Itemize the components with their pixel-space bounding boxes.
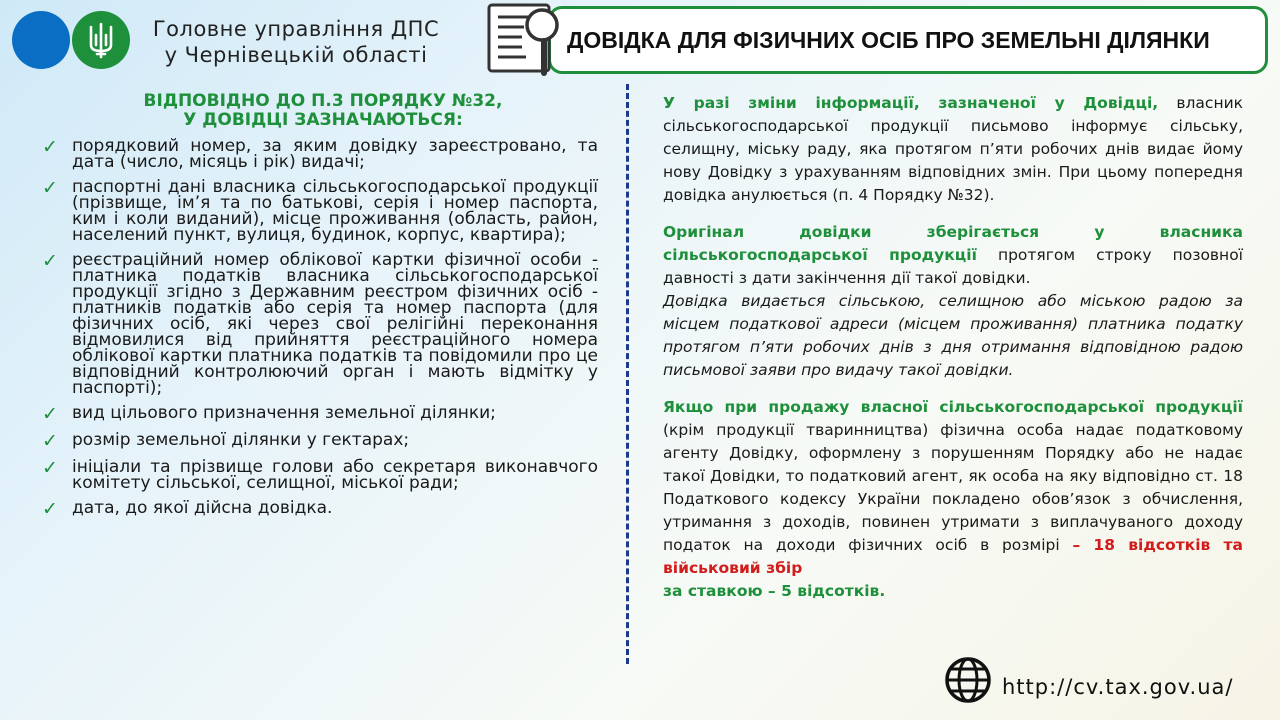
check-arrow-icon: ✓: [42, 498, 58, 520]
logo-trident: [72, 11, 130, 69]
left-column: [42, 92, 598, 527]
list-item: [42, 432, 598, 450]
list-item-text: ініціали та прізвище голови або секретаря виконавчого комітету сільської, селищної, міської ради;: [72, 457, 598, 493]
list-item-text: реєстраційний номер облікової картки фізичної особи - платника податків власника сільськогосподарської продукції згідно з Державним реєстром фізичних осіб - платників податків або серія та номер паспорта (для фізичних осіб, які через свої релігійні переконання відмовилися від прийняття реєстраційного номера облікової картки платника податків та повідомили про це відповідний контролюючий орган і мають відмітку у паспорті);: [72, 250, 598, 398]
globe-icon: [944, 656, 992, 704]
paragraph-sale-lead: Якщо при продажу власної сільськогосподарської продукції: [663, 398, 1243, 416]
list-item-text: порядковий номер, за яким довідку зареєстровано, та дата (число, місяць і рік) видачі;: [72, 136, 598, 172]
left-heading: [42, 92, 598, 130]
document-search-icon: [486, 1, 566, 79]
column-divider: [626, 84, 629, 664]
list-item-text: вид цільового призначення земельної ділянки;: [72, 403, 496, 423]
list-item: [42, 252, 598, 396]
paragraph-original-body: протягом строку позовної давності з дати закінчення дії такої довідки.: [663, 246, 1243, 287]
list-item: [42, 138, 598, 170]
website-link[interactable]: http://cv.tax.gov.ua/: [1002, 675, 1234, 699]
check-arrow-icon: ✓: [42, 403, 58, 425]
left-heading-line-2: У ДОВІДЦІ ЗАЗНАЧАЮТЬСЯ:: [183, 110, 463, 130]
list-item-text: паспортні дані власника сільськогосподарської продукції (прізвище, ім’я та по батькові, серія і номер паспорта, ким і коли виданий), місце проживання (область, район, населений пункт, вулиця, будинок, корпус, квартира);: [72, 177, 598, 245]
right-column: [663, 92, 1243, 617]
check-arrow-icon: ✓: [42, 250, 58, 272]
logo-blue-circle: [12, 11, 70, 69]
paragraph-issuance: Довідка видається сільською, селищною або міською радою за місцем податкової адреси (місцем проживання) платника податку протягом п’яти робочих днів з дня отримання відповідною радою письмової заяви про видачу такої довідки.: [663, 292, 1243, 379]
left-heading-line-1: ВІДПОВІДНО ДО П.3 ПОРЯДКУ №32,: [143, 91, 503, 111]
page-title: [548, 6, 1268, 74]
check-arrow-icon: ✓: [42, 430, 58, 452]
paragraph-sale: [663, 396, 1243, 603]
paragraph-original-lead: Оригінал довідки зберігається у власника сільськогосподарської продукції: [663, 223, 1243, 264]
list-item: [42, 459, 598, 491]
list-item: [42, 179, 598, 243]
page-title-text: ДОВІДКА ДЛЯ ФІЗИЧНИХ ОСІБ ПРО ЗЕМЕЛЬНІ ДІЛЯНКИ: [567, 26, 1210, 53]
list-item-text: дата, до якої дійсна довідка.: [72, 498, 333, 518]
org-line-2: у Чернівецькій області: [164, 43, 428, 67]
organization-name: [146, 16, 446, 68]
list-item: [42, 405, 598, 423]
trident-icon: [86, 21, 116, 59]
paragraph-original: [663, 221, 1243, 382]
list-item-text: розмір земельної ділянки у гектарах;: [72, 430, 410, 450]
tax-rate-highlight: – 18 відсотків та військовий збір: [663, 536, 1243, 577]
paragraph-changes-body: власник сільськогосподарської продукції письмово інформує сільську, селищну, міську раду, яка протягом п’яти робочих днів видає йому нову Довідку з урахуванням відповідних змін. При цьому попередня довідка анулюється (п. 4 Порядку №32).: [663, 94, 1244, 204]
check-arrow-icon: ✓: [42, 457, 58, 479]
check-arrow-icon: ✓: [42, 136, 58, 158]
paragraph-changes-lead: У разі зміни інформації, зазначеної у Довідці,: [663, 94, 1159, 112]
org-line-1: Головне управління ДПС: [152, 17, 440, 41]
paragraph-changes: [663, 92, 1243, 207]
paragraph-sale-body: (крім продукції тваринництва) фізична особа надає податковому агенту Довідку, оформлену з порушенням Порядку або не надає такої Довідки, то податковий агент, як особа на яку відповідно ст. 18 Податкового кодексу України покладено обов’язок з обчислення, утримання з доходів, повинен утримати з виплачуваного доходу податок на доходи фізичних осіб в розмірі: [663, 421, 1243, 554]
military-levy-rate: за ставкою – 5 відсотків.: [663, 582, 886, 600]
check-arrow-icon: ✓: [42, 177, 58, 199]
list-item: [42, 500, 598, 518]
